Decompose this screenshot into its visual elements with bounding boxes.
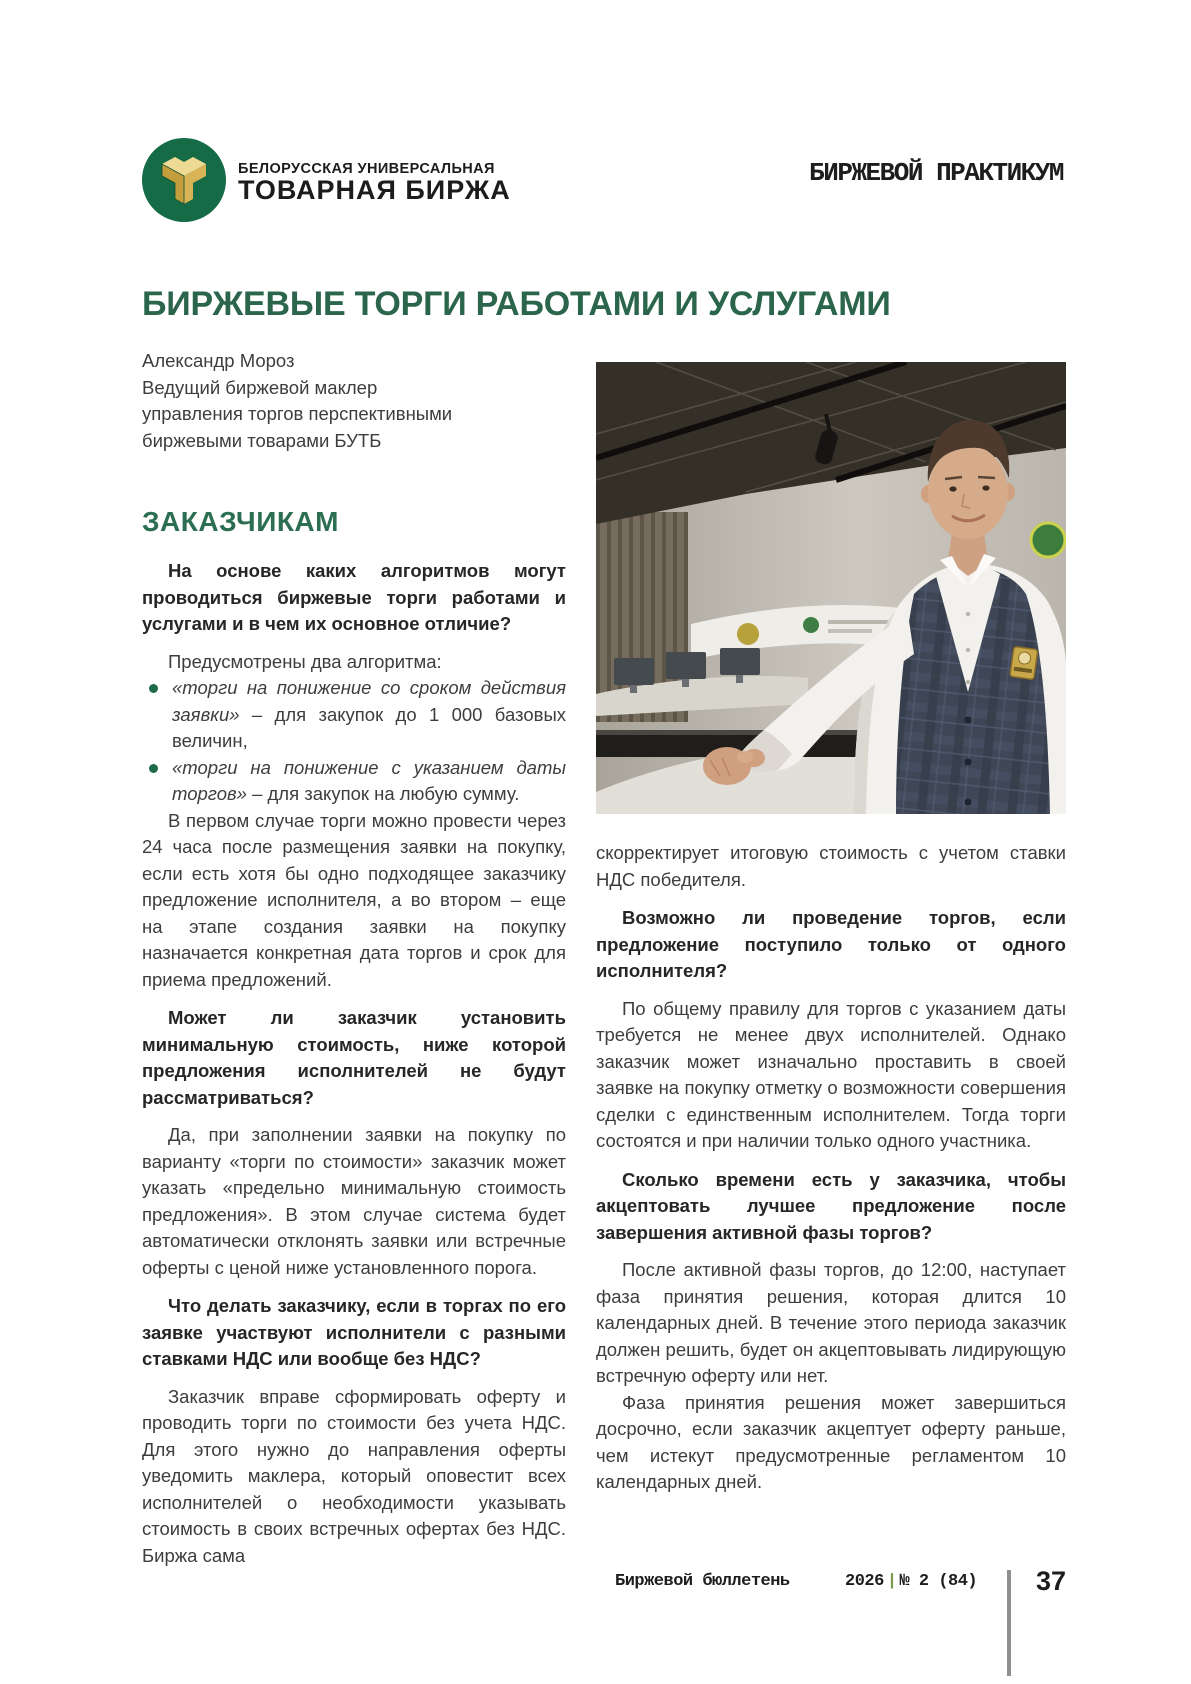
article-title: БИРЖЕВЫЕ ТОРГИ РАБОТАМИ И УСЛУГАМИ (142, 284, 891, 323)
author-name: Александр Мороз (142, 350, 295, 371)
badge-icon (1010, 646, 1038, 679)
bullet-item (142, 675, 566, 755)
answer-paragraph: Заказчик вправе сформировать оферту и проводить торги по стоимости без учета НДС. Для этого нужно до направления оферты уведомить маклера, который оповестит всех исполнителей о необходимости указывать стоимость в своих встречных офертах без НДС. Биржа сама (142, 1385, 566, 1566)
question-text: Может ли заказчик установить минимальную стоимость, ниже которой предложения исполнителей не будут рассматриваться? (142, 1007, 566, 1108)
bullet-item-term: «торги на понижение с указанием даты торгов» (172, 756, 566, 804)
answer-paragraph: После активной фазы торгов, до 12:00, наступает фаза принятия решения, которая длится 10 календарных дней. В течение этого периода заказчик должен решить, будет он акцептовывать лидирующую встречную оферту или нет. (596, 1259, 1066, 1386)
bullet-item-rest: – для закупок на любую сумму. (246, 783, 520, 804)
footer-issue-number: № 2 (84) (899, 1572, 978, 1591)
butb-logo-text (238, 161, 511, 205)
right-column (596, 362, 1066, 1496)
answer-paragraph: В первом случае торги можно провести через 24 часа после размещения заявки на покупку, если есть хотя бы одно подходящее заказчику предложение исполнителя, а во втором – еще на этапе создания заявки на покупку назначается конкретная дата торгов и срок для приема предложений. (142, 809, 566, 990)
footer-issue (845, 1572, 977, 1591)
bullet-item (142, 755, 566, 808)
right-column-text (596, 840, 1066, 1496)
footer-vertical-rule (1007, 1570, 1011, 1676)
footer-issue-pipe: | (886, 1572, 897, 1591)
author-role-line: Ведущий биржевой маклер (142, 376, 378, 398)
answer-paragraph: Да, при заполнении заявки на покупку по варианту «торги по стоимости» заказчик может указать «предельно минимальную стоимость предложения». В этом случае система будет автоматически отклонять заявки или встречные оферты с ценой ниже установленного порога. (142, 1124, 566, 1278)
bullet-item-rest: – для закупок до 1 000 базовых величин, (172, 703, 566, 751)
footer-journal-title: Биржевой бюллетень (615, 1572, 790, 1591)
left-column (142, 348, 566, 1569)
left-column-text (142, 558, 566, 1569)
wall-logo-icon (1031, 523, 1065, 557)
author-block (142, 348, 566, 454)
bullet-item-term: «торги на понижение со сроком действия заявки» (172, 677, 566, 725)
logo-line1: БЕЛОРУССКАЯ УНИВЕРСАЛЬНАЯ (238, 161, 495, 177)
answer-paragraph: скорректирует итоговую стоимость с учетом ставки НДС победителя. (596, 842, 1066, 890)
butb-logo (142, 138, 226, 222)
rubric-header: БИРЖЕВОЙ ПРАКТИКУМ (809, 158, 1063, 188)
logo-line2: ТОВАРНАЯ БИРЖА (238, 175, 511, 205)
bullet-dot-icon (149, 764, 158, 773)
answer-paragraph: Фаза принятия решения может завершиться досрочно, если заказчик акцептует оферту раньше, чем истекут предусмотренные регламентом 10 календарных дней. (596, 1391, 1066, 1492)
answer-paragraph: По общему правилу для торгов с указанием даты требуется не менее двух исполнителей. Однако заказчик может изначально проставить в своей заявке на покупку отметку о возможности совершения сделки с единственным исполнителем. Тогда торги состоятся и при наличии только одного участника. (596, 997, 1066, 1151)
page-number: 37 (1036, 1566, 1067, 1596)
author-role-line: биржевыми товарами БУТБ (142, 429, 382, 451)
footer-issue-year: 2026 (845, 1572, 884, 1591)
author-photo (596, 362, 1066, 814)
bullet-dot-icon (149, 684, 158, 693)
question-text: Возможно ли проведение торгов, если предложение поступило только от одного исполнителя? (596, 907, 1066, 981)
section-header: ЗАКАЗЧИКАМ (142, 506, 339, 537)
cube-y-logo-icon (142, 138, 226, 222)
question-text: Что делать заказчику, если в торгах по его заявке участвуют исполнители с разными ставками НДС или вообще без НДС? (142, 1295, 566, 1369)
question-text: Сколько времени есть у заказчика, чтобы акцептовать лучшее предложение после завершения активной фазы торгов? (596, 1168, 1066, 1243)
author-role-line: управления торгов перспективными (142, 403, 453, 424)
answer-paragraph: Предусмотрены два алгоритма: (168, 650, 442, 672)
question-text: На основе каких алгоритмов могут проводиться биржевые торги работами и услугами и в чем их основное отличие? (142, 560, 566, 634)
